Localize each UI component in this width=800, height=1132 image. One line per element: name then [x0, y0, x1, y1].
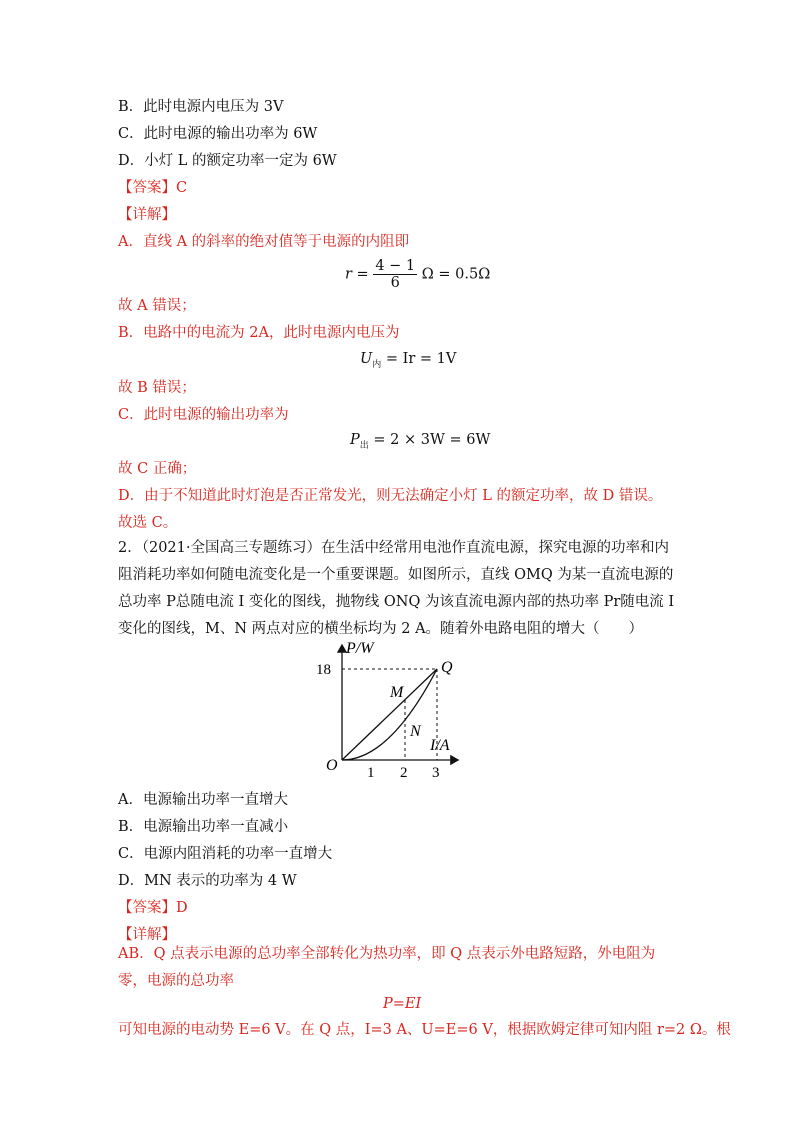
q1-choose: 故选 C。 [118, 515, 178, 531]
q1-answer: 【答案】C [118, 180, 188, 196]
q1-a-wrong: 故 A 错误； [118, 298, 196, 314]
q1-option-b: B．此时电源内电压为 3V [118, 99, 284, 115]
q1-b-wrong: 故 B 错误； [118, 380, 196, 396]
q2-option-d: D．MN 表示的功率为 4 W [118, 873, 297, 889]
q1-c-right: 故 C 正确； [118, 461, 197, 477]
q1-option-c: C．此时电源的输出功率为 6W [118, 126, 318, 142]
eq3-subscript: 出 [359, 440, 369, 451]
equation-internal-resistance [345, 258, 490, 291]
point-m-label: M [390, 684, 404, 701]
q2-detail-heading: 【详解】 [118, 927, 176, 943]
q1-option-d: D．小灯 L 的额定功率一定为 6W [118, 153, 337, 169]
eq2-right: = Ir = 1V [385, 351, 457, 367]
q2-stem: 2．（2021·全国高三专题练习）在生活中经常用电池作直流电源，探究电源的功率和内阻消耗功率如何随电流变化是一个重要课题。如图所示，直线 OMQ 为某一直流电源的总功率 P总随电流 I 变化的图线，抛物线 ONQ 为该直流电源内部的热功率 Pr随电流 I 变化的图线，M、N 两点对应的横坐标均为 2 A。随着外电路电阻的增大（ ） [118, 540, 675, 637]
x-tick-1: 1 [367, 765, 375, 781]
point-q-label: Q [441, 659, 453, 676]
power-current-graph [300, 640, 490, 785]
q1-a-explanation: A．直线 A 的斜率的绝对值等于电源的内阻即 [118, 234, 410, 250]
eq1-numerator: 4 − 1 [375, 258, 416, 274]
y-tick-18: 18 [316, 662, 331, 678]
q1-b-explanation: B．电路中的电流为 2A，此时电源内电压为 [118, 325, 400, 341]
line-omq [342, 669, 437, 760]
eq1-fraction [373, 258, 417, 291]
x-tick-3: 3 [432, 765, 440, 781]
q2-option-a: A．电源输出功率一直增大 [118, 792, 288, 808]
x-axis-label: I/A [430, 737, 450, 754]
eq2-u: U [360, 351, 373, 367]
eq1-left: r = [345, 266, 369, 283]
q1-detail-heading: 【详解】 [118, 207, 176, 223]
q2-option-c: C．电源内阻消耗的功率一直增大 [118, 846, 333, 862]
y-axis-label: P/W [346, 640, 374, 657]
q2-last-line: 可知电源的电动势 E=6 V。在 Q 点，I=3 A、U=E=6 V，根据欧姆定律可知内阻 r=2 Ω。根 [118, 1022, 731, 1038]
eq1-denominator: 6 [390, 275, 400, 291]
origin-label: O [326, 757, 338, 774]
x-tick-2: 2 [400, 765, 408, 781]
q2-ab-explanation: AB．Q 点表示电源的总功率全部转化为热功率，即 Q 点表示外电路短路，外电阻为零，电源的总功率 [118, 946, 656, 989]
q1-d-explanation: D．由于不知道此时灯泡是否正常发光，则无法确定小灯 L 的额定功率，故 D 错误。 [118, 488, 663, 504]
eq3-right: = 2 × 3W = 6W [373, 432, 491, 448]
equation-internal-voltage [360, 349, 456, 375]
point-n-label: N [410, 723, 421, 740]
eq1-right: Ω = 0.5Ω [421, 266, 491, 283]
eq2-subscript: 内 [372, 359, 382, 370]
q1-c-explanation: C．此时电源的输出功率为 [118, 407, 289, 423]
q2-answer: 【答案】D [118, 900, 188, 916]
q2-option-b: B．电源输出功率一直减小 [118, 819, 289, 835]
formula-p-ei: P=EI [383, 996, 422, 1012]
eq3-p: P [350, 432, 360, 448]
equation-output-power [350, 430, 490, 456]
